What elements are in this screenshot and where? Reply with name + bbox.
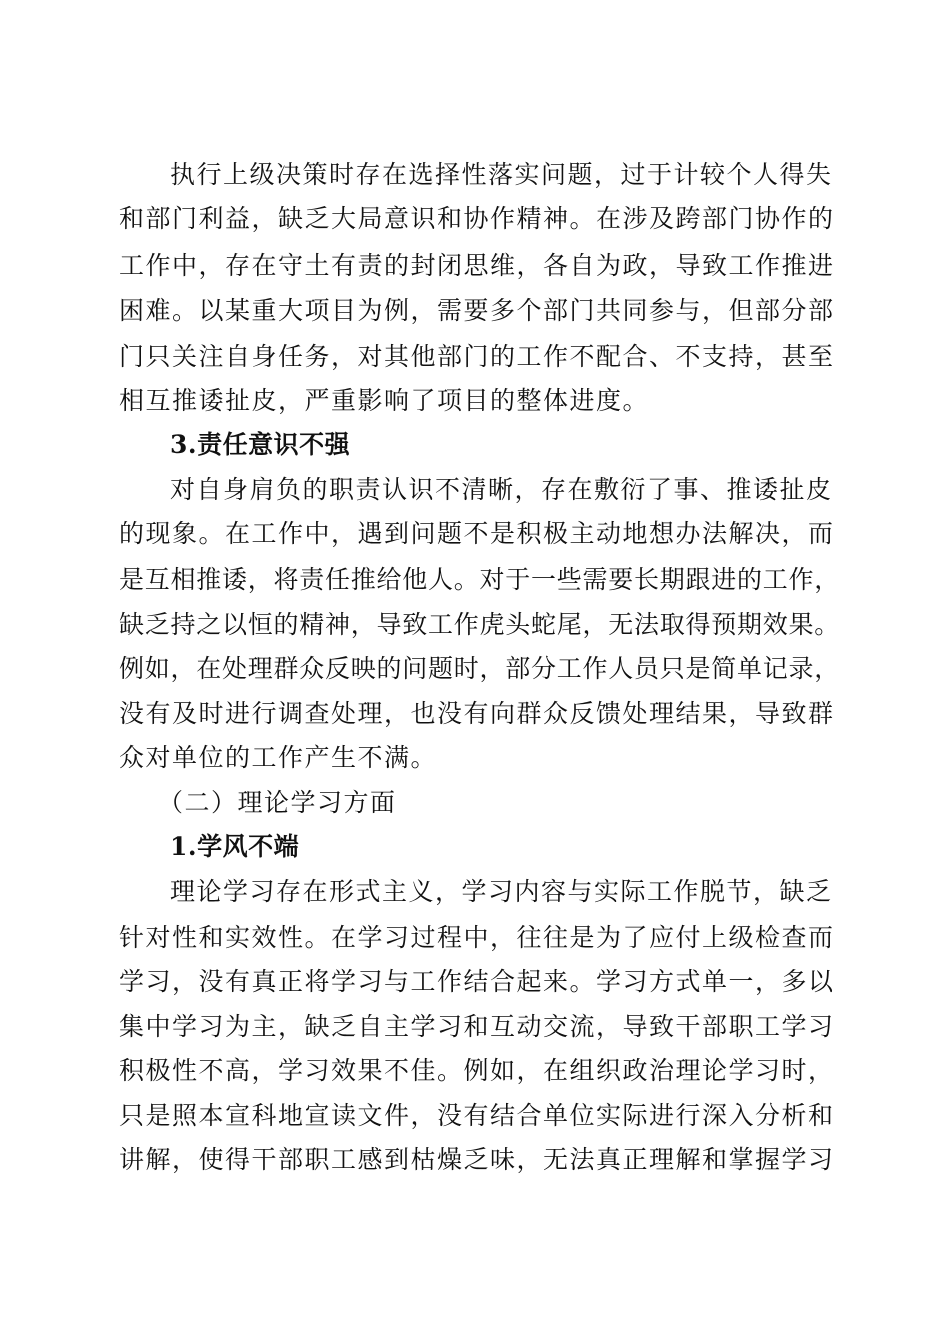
paragraph-line: 例如，在处理群众反映的问题时，部分工作人员只是简单记录， bbox=[119, 654, 841, 683]
paragraph-line: 对自身肩负的职责认识不清晰，存在敷衍了事、推诿扯皮 bbox=[170, 475, 833, 504]
paragraph-line: 和部门利益，缺乏大局意识和协作精神。在涉及跨部门协作的 bbox=[119, 204, 835, 233]
paragraph-line: 理论学习存在形式主义，学习内容与实际工作脱节，缺乏 bbox=[170, 877, 833, 906]
paragraph-line: 执行上级决策时存在选择性落实问题，过于计较个人得失 bbox=[170, 160, 833, 189]
paragraph-line: 工作中，存在守土有责的封闭思维，各自为政，导致工作推进 bbox=[119, 251, 835, 280]
section-heading: 1.学风不端 bbox=[170, 832, 300, 861]
paragraph-line: 只是照本宣科地宣读文件，没有结合单位实际进行深入分析和 bbox=[119, 1101, 835, 1130]
paragraph-line: 集中学习为主，缺乏自主学习和互动交流，导致干部职工学习 bbox=[119, 1012, 835, 1041]
paragraph-line: 缺乏持之以恒的精神，导致工作虎头蛇尾，无法取得预期效果。 bbox=[119, 610, 841, 639]
paragraph-line: 众对单位的工作产生不满。 bbox=[119, 743, 438, 772]
section-heading: 3.责任意识不强 bbox=[170, 430, 351, 459]
paragraph-line: 没有及时进行调查处理，也没有向群众反馈处理结果，导致群 bbox=[119, 699, 835, 728]
paragraph-line: 是互相推诿，将责任推给他人。对于一些需要长期跟进的工作， bbox=[119, 565, 841, 594]
paragraph-line: 积极性不高，学习效果不佳。例如，在组织政治理论学习时， bbox=[119, 1056, 835, 1085]
paragraph-line: 的现象。在工作中，遇到问题不是积极主动地想办法解决，而 bbox=[119, 519, 835, 548]
paragraph-line: 针对性和实效性。在学习过程中，往往是为了应付上级检查而 bbox=[119, 923, 835, 952]
paragraph-line: 学习，没有真正将学习与工作结合起来。学习方式单一，多以 bbox=[119, 967, 835, 996]
subsection-heading: （二）理论学习方面 bbox=[158, 788, 397, 817]
paragraph-line: 讲解，使得干部职工感到枯燥乏味，无法真正理解和掌握学习 bbox=[119, 1145, 835, 1174]
paragraph-line: 困难。以某重大项目为例，需要多个部门共同参与，但部分部 bbox=[119, 296, 835, 325]
paragraph-line: 相互推诿扯皮，严重影响了项目的整体进度。 bbox=[119, 386, 650, 415]
paragraph-line: 门只关注自身任务，对其他部门的工作不配合、不支持，甚至 bbox=[119, 342, 835, 371]
